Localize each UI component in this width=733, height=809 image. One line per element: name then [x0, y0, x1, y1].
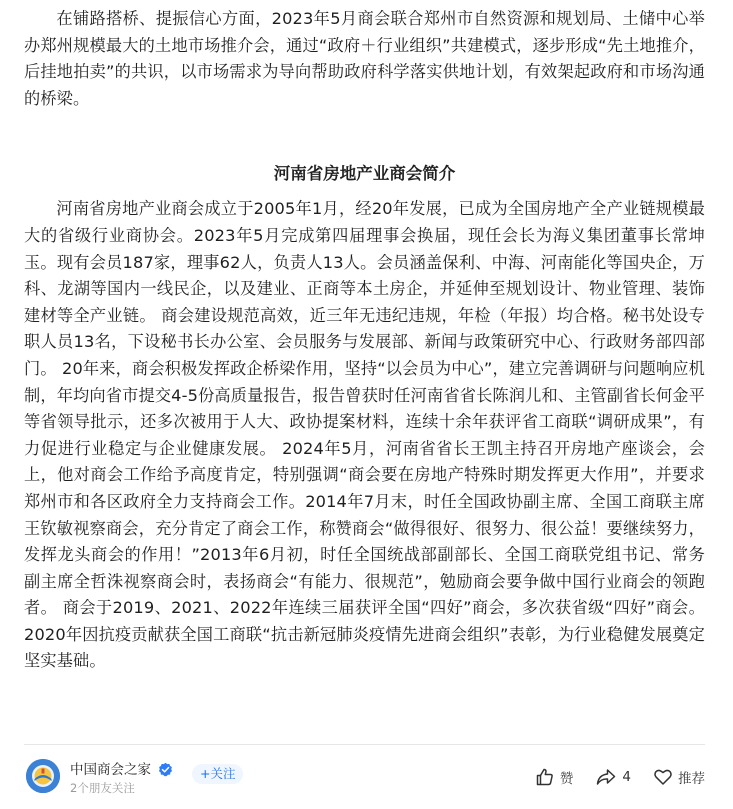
like-label: 赞 — [559, 771, 574, 787]
share-arrow-icon — [595, 767, 617, 787]
article-paragraph-profile: 河南省房地产业商会成立于2005年1月，经20年发展，已成为全国房地产全产业链规模最大的省级行业商协会。2023年5月完成第四届理事会换届，现任会长为海义集团董事长常坤玉。现有会员187家，理事62人，负责人13人。会员涵盖保利、中海、河南能化等国央企，万科、龙湖等国内一线民企，以及建业、正商等本土房企，并延伸至规划设计、物业管理、装饰建材等全产业链。 商会建设规范高效，近三年无违纪违规，年检（年报）均合格。秘书处设专职人员13名，下设秘书长办公室、会员服务与发展部、新闻与政策研究中心、行政财务部四部门。 20年来，商会积极发挥政企桥梁作用，坚持“以会员为中心”，建立完善调研与问题响应机制，年均向省市提交4-5份高质量报告，报告曾获时任河南省省长陈润儿和、主管副省长何金平等省领导批示，还多次被用于人大、政协提案材料，连续十余年获评省工商联“调研成果”，有力促进行业稳定与企业健康发展。 2024年5月，河南省省长王凯主持召开房地产座谈会，会上，他对商会工作给予高度肯定，特别强调“商会要在房地产特殊时期发挥更大作用”，并要求郑州市和各区政府全力支持商会工作。2014年7月末，时任全国政协副主席、全国工商联主席王钦敏视察商会，充分肯定了商会工作，称赞商会“做得很好、很努力、很公益！要继续努力，发挥龙头商会的作用！”2013年6月初，时任全国统战部副部长、全国工商联党组书记、常务副主席全哲洙视察商会时，表扬商会“有能力、很规范”，勉励商会要争做中国行业商会的领跑者。 商会于2019、2021、2022年连续三届获评全国“四好”商会，多次获省级“四好”商会。2020年因抗疫贡献获全国工商联“抗击新冠肺炎疫情先进商会组织”表彰，为行业稳健发展奠定坚实基础。 — [24, 199, 705, 671]
article-body — [24, 0, 705, 675]
recommend-button[interactable] — [653, 767, 705, 787]
action-bar — [535, 764, 705, 790]
thumbs-up-icon — [535, 767, 555, 787]
account-name-text: 中国商会之家 — [70, 762, 151, 778]
account-name[interactable] — [70, 761, 173, 779]
friends-follow-note: 2个朋友关注 — [70, 781, 135, 795]
heart-icon — [653, 767, 673, 787]
like-button[interactable] — [535, 767, 574, 787]
article-paragraph-intro: 在铺路搭桥、提振信心方面，2023年5月商会联合郑州市自然资源和规划局、土储中心举办郑州规模最大的土地市场推介会，通过“政府＋行业组织”共建模式，逐步形成“先土地推介，后挂地拍卖”的共识，以市场需求为导向帮助政府科学落实供地计划，有效架起政府和市场沟通的桥梁。 — [24, 9, 705, 108]
avatar[interactable] — [26, 759, 60, 793]
share-count: 4 — [622, 769, 631, 785]
recommend-label: 推荐 — [678, 771, 705, 787]
share-button[interactable] — [595, 767, 631, 787]
footer-divider — [24, 744, 705, 745]
account-footer — [24, 752, 705, 802]
verified-badge-icon — [158, 762, 173, 777]
follow-button[interactable]: +关注 — [192, 764, 243, 784]
chamber-logo-icon — [26, 759, 60, 793]
section-title: 河南省房地产业商会简介 — [273, 164, 456, 184]
